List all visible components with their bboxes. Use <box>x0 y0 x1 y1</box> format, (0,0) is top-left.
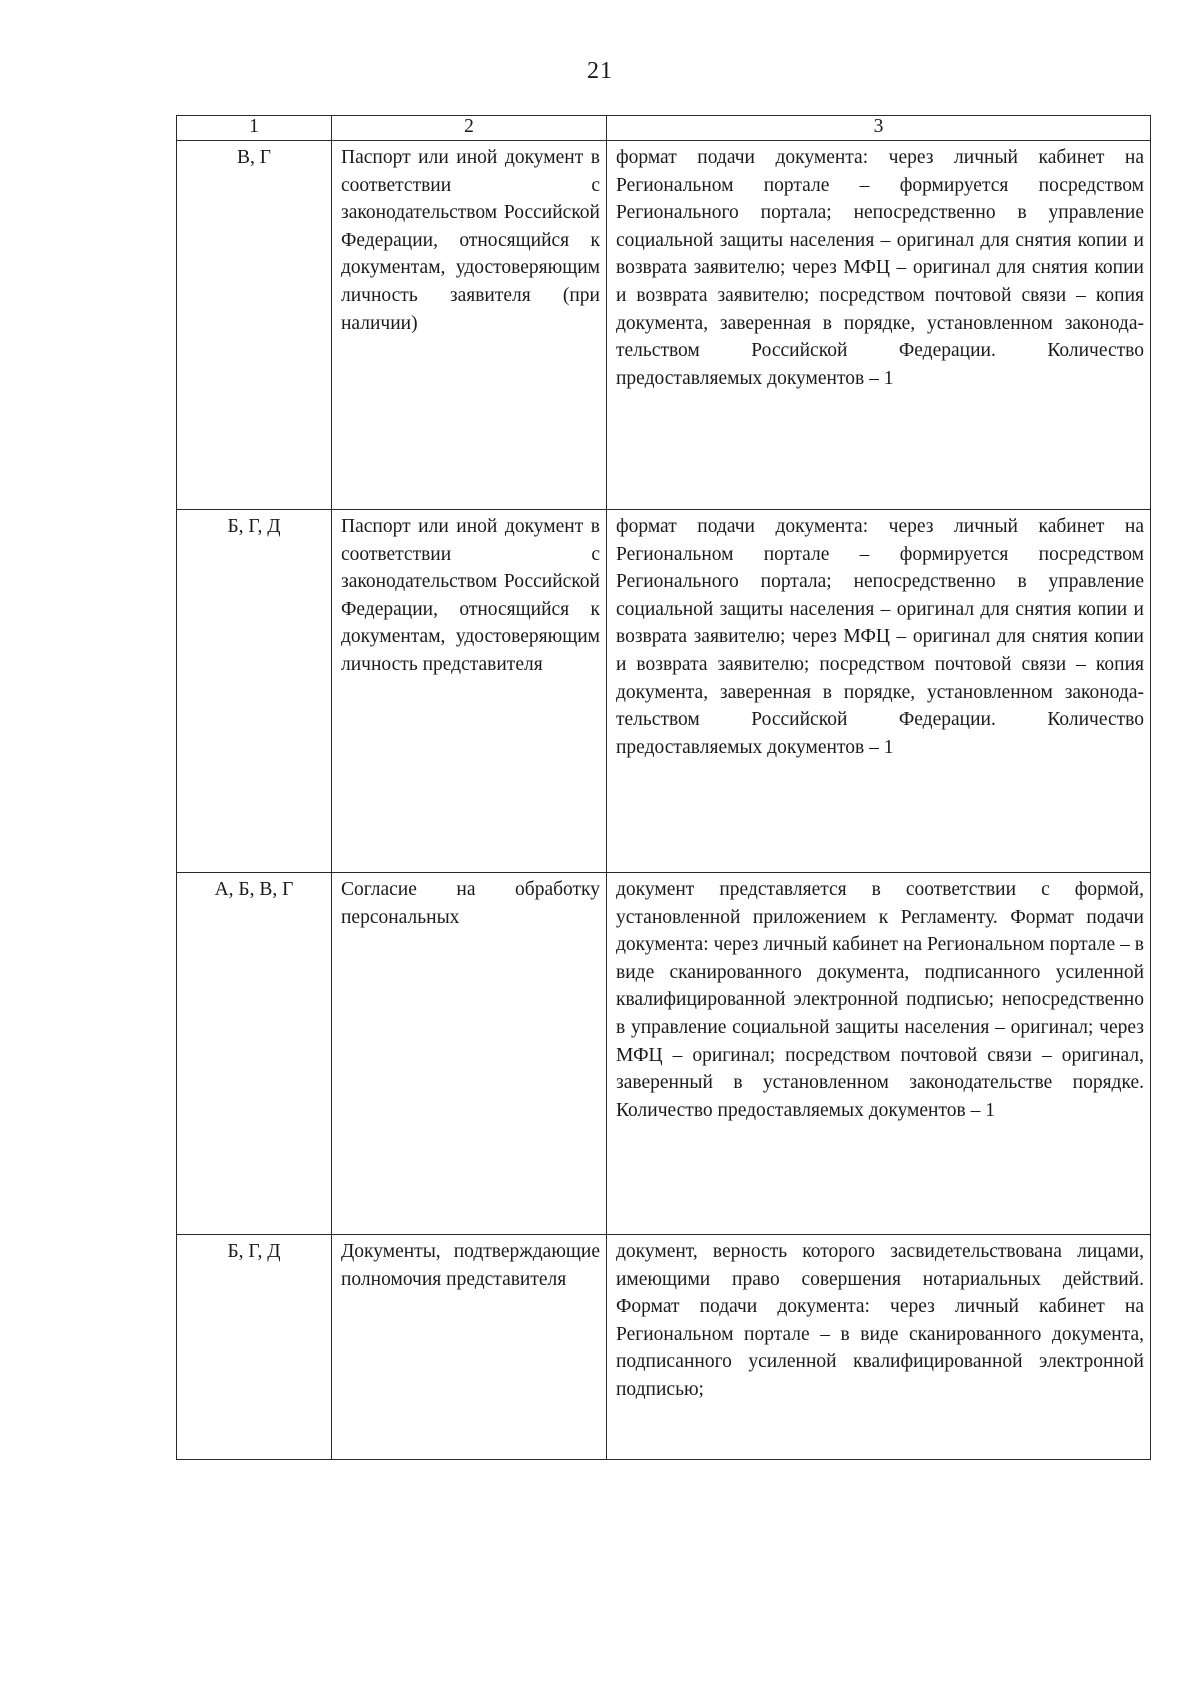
applicant-category-cell: Б, Г, Д <box>177 510 332 873</box>
table-row <box>177 141 1151 510</box>
applicant-category-cell: В, Г <box>177 141 332 510</box>
table-header-row <box>177 116 1151 141</box>
document-name-cell: Паспорт или иной документ в соответствии с законодательством Российской Федерации, относящийся к документам, удостоверяющим личность представителя <box>332 510 607 873</box>
submission-format-cell: документ, верность которого засвидетельствована лицами, имеющими право совершения нотариальных действий. Формат подачи документа: через личный кабинет на Региональном портале – в виде сканированного документа, подписанного усиленной квалифицированной электронной подписью; <box>607 1235 1151 1460</box>
document-name-cell: Согласие на обработку персональных <box>332 873 607 1235</box>
documents-table <box>176 115 1151 1460</box>
table-row <box>177 510 1151 873</box>
column-header-3: 3 <box>607 116 1151 141</box>
column-header-1: 1 <box>177 116 332 141</box>
submission-format-cell: документ представляется в соответствии с формой, установленной приложением к Регламенту. Формат подачи документа: через личный кабинет на Региональном портале – в виде сканированного документа, подписанного усиленной квалифицированной электронной подписью; непосредственно в управление социальной защиты населения – оригинал; через МФЦ – оригинал; посредством почтовой связи – оригинал, заверенный в установленном законодательстве порядке. Количество предоставляемых документов – 1 <box>607 873 1151 1235</box>
submission-format-cell: формат подачи документа: через личный кабинет на Региональном портале – формируется посредством Регионального портала; непосредственно в управление социальной защиты населения – оригинал для снятия копии и возврата заявителю; через МФЦ – оригинал для снятия копии и возврата заявителю; посредством почтовой связи – копия документа, заверенная в порядке, установленном законодательством Российской Федерации. Количество предоставляемых документов – 1 <box>607 141 1151 510</box>
applicant-category-cell: Б, Г, Д <box>177 1235 332 1460</box>
table-row <box>177 873 1151 1235</box>
document-name-cell: Документы, подтверждающие полномочия представителя <box>332 1235 607 1460</box>
document-name-cell: Паспорт или иной документ в соответствии с законодательством Российской Федерации, относящийся к документам, удостоверяющим личность заявителя (при наличии) <box>332 141 607 510</box>
table-row <box>177 1235 1151 1460</box>
column-header-2: 2 <box>332 116 607 141</box>
applicant-category-cell: А, Б, В, Г <box>177 873 332 1235</box>
page-number: 21 <box>587 58 613 84</box>
submission-format-cell: формат подачи документа: через личный кабинет на Региональном портале – формируется посредством Регионального портала; непосредственно в управление социальной защиты населения – оригинал для снятия копии и возврата заявителю; через МФЦ – оригинал для снятия копии и возврата заявителю; посредством почтовой связи – копия документа, заверенная в порядке, установленном законодательством Российской Федерации. Количество предоставляемых документов – 1 <box>607 510 1151 873</box>
